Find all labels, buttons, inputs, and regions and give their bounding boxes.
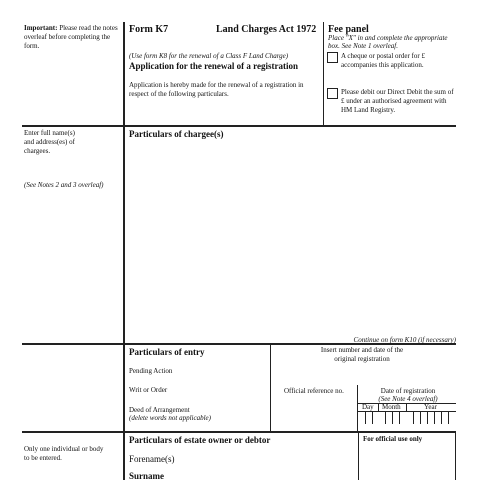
main-divider [123,22,125,480]
official-use-label: For official use only [363,435,423,443]
date-cell[interactable] [434,412,435,424]
important-note [24,24,120,51]
official-use-right [455,431,456,480]
form-title: Application for the renewal of a registration [129,61,298,71]
date-cell[interactable] [427,412,428,424]
ref-date-divider [357,385,358,431]
fee-panel-instruction: Place "X" in and complete the appropriate box. See Note 1 overleaf. [328,34,448,50]
insert-number-note: Insert number and date of the original registration [320,346,404,363]
rule-top-section [22,125,456,127]
form-number: Form K7 [129,24,169,35]
date-cell[interactable] [399,412,400,424]
date-cell[interactable] [413,412,414,424]
day-label: Day [362,403,374,411]
date-cell[interactable] [392,412,393,424]
entry-section-title: Particulars of entry [129,347,205,357]
fee-divider [323,22,324,126]
chargee-instruction: Enter full name(s) and address(es) of chargees. [24,129,75,155]
chargee-input-area[interactable] [128,142,454,332]
forenames-label: Forename(s) [129,454,175,464]
date-cell[interactable] [448,412,449,424]
rule-entry-section [22,431,456,433]
use-form-note: (Use form K8 for the renewal of a Class F Land Charge) [129,52,289,60]
direct-debit-option-label: Please debit our Direct Debit the sum of £ under an authorised agreement with HM Land Registry. [341,88,454,114]
date-cell[interactable] [365,412,366,424]
writ-order-label[interactable]: Writ or Order [129,386,168,394]
continue-note: Continue on form K10 (if necessary) [353,336,456,344]
month-label: Month [382,403,401,411]
year-label: Year [424,403,437,411]
date-cell[interactable] [372,412,373,424]
debtor-instruction: Only one individual or body to be entered. [24,445,104,462]
date-cell[interactable] [441,412,442,424]
official-ref-field[interactable] [272,397,356,427]
act-title: Land Charges Act 1972 [216,24,317,35]
date-cell[interactable] [420,412,421,424]
surname-label: Surname [129,471,165,480]
date-cell[interactable] [385,412,386,424]
official-ref-label: Official reference no. [284,387,344,395]
delete-note: (delete words not applicable) [129,414,211,422]
deed-arrangement-label[interactable]: Deed of Arrangement [129,406,190,414]
direct-debit-checkbox[interactable] [327,88,338,99]
important-label: Important: [24,24,58,32]
entry-divider [270,345,271,431]
chargee-section-title: Particulars of chargee(s) [129,129,224,139]
pending-action-label[interactable]: Pending Action [129,367,173,375]
chargee-notes-ref: (See Notes 2 and 3 overleaf) [24,181,104,189]
estate-section-title: Particulars of estate owner or debtor [129,435,271,445]
date-note: (See Note 4 overleaf) [378,395,438,403]
fee-panel-title: Fee panel [328,24,369,35]
official-use-left [358,431,359,480]
date-registration-label: Date of registration [380,387,436,395]
cheque-option-label: A cheque or postal order for £ accompanies this application. [341,52,425,69]
important-text: Please read the notes overleaf before completing the form. [24,24,118,50]
cheque-checkbox[interactable] [327,52,338,63]
application-intro: Application is hereby made for the renewal of a registration in respect of the following particulars. [129,81,304,98]
